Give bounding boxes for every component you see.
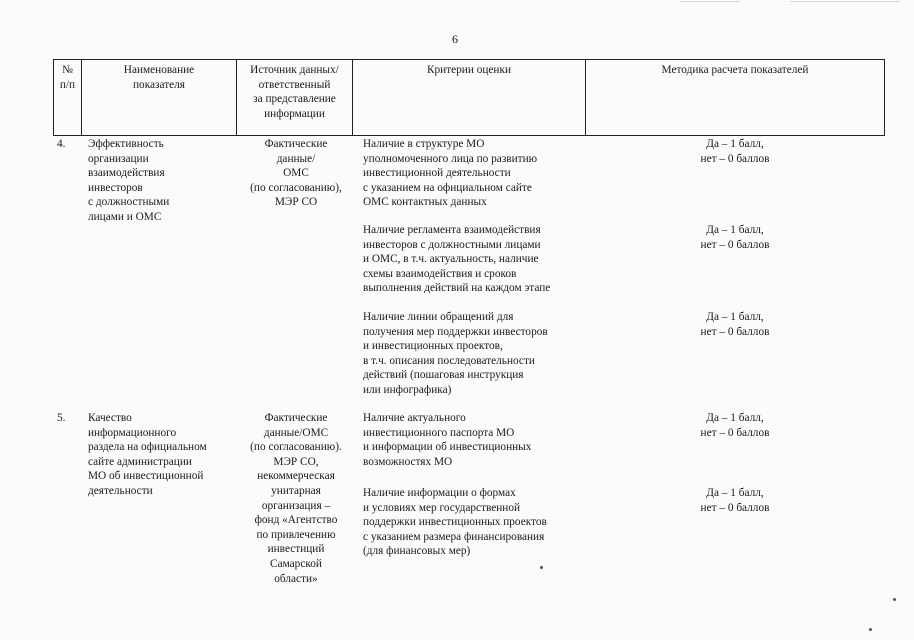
row-indicator-name: Качество информационного раздела на официальном сайте администрации МО об инвестиционной деятельности — [88, 412, 207, 497]
row-criterion: Наличие информации о формах и условиях мер государственной поддержки инвестиционных проектов с указанием размера финансирования (для финансовых мер) — [363, 487, 547, 558]
row-scoring-method: Да – 1 балл, нет – 0 баллов — [700, 412, 770, 439]
scan-artifact-top-line-1 — [680, 1, 740, 2]
row-scoring-method: Да – 1 балл, нет – 0 баллов — [700, 311, 770, 338]
scan-speck — [540, 566, 543, 569]
scan-speck — [893, 598, 896, 601]
row-scoring-method: Да – 1 балл, нет – 0 баллов — [700, 138, 770, 165]
row-criterion: Наличие линии обращений для получения мер поддержки инвесторов и инвестиционных проектов, в т.ч. описания последовательности действий (пошаговая инструкция или инфографика) — [363, 311, 548, 396]
row-criterion: Наличие регламента взаимодействия инвесторов с должностными лицами и ОМС, в т.ч. актуальность, наличие схемы взаимодействия и сроков выполнения действий на каждом этапе — [363, 224, 551, 295]
table-right-border — [884, 59, 885, 136]
row-data-source: Фактические данные/ОМС (по согласованию). МЭР СО, некоммерческая унитарная организация – фонд «Агентство по привлечению инвестиций Самарской области» — [250, 412, 342, 585]
row-number: 4. — [57, 138, 66, 150]
row-number: 5. — [57, 412, 66, 424]
header-method: Методика расчета показателей — [661, 64, 809, 76]
row-data-source: Фактические данные/ ОМС (по согласованию), МЭР СО — [250, 138, 342, 209]
header-criteria: Критерии оценки — [426, 64, 512, 76]
scan-artifact-top-line-2 — [790, 1, 900, 2]
row-scoring-method: Да – 1 балл, нет – 0 баллов — [700, 224, 770, 251]
page-number: 6 — [452, 32, 458, 46]
table-header-bottom-border — [53, 135, 885, 136]
row-criterion: Наличие в структуре МО уполномоченного лица по развитию инвестиционной деятельности с указанием на официальном сайте ОМС контактных данных — [363, 138, 538, 209]
header-indicator-name: Наименование показателя — [123, 64, 195, 91]
row-indicator-name: Эффективность организации взаимодействия инвесторов с должностными лицами и ОМС — [88, 138, 170, 223]
row-scoring-method: Да – 1 балл, нет – 0 баллов — [700, 487, 770, 514]
scan-speck — [869, 628, 872, 631]
table-top-border — [53, 59, 885, 60]
row-criterion: Наличие актуального инвестиционного паспорта МО и информации об инвестиционных возможностях МО — [363, 412, 532, 468]
header-data-source: Источник данных/ ответственный за представление информации — [250, 64, 339, 120]
header-number: № п/п — [59, 64, 76, 91]
